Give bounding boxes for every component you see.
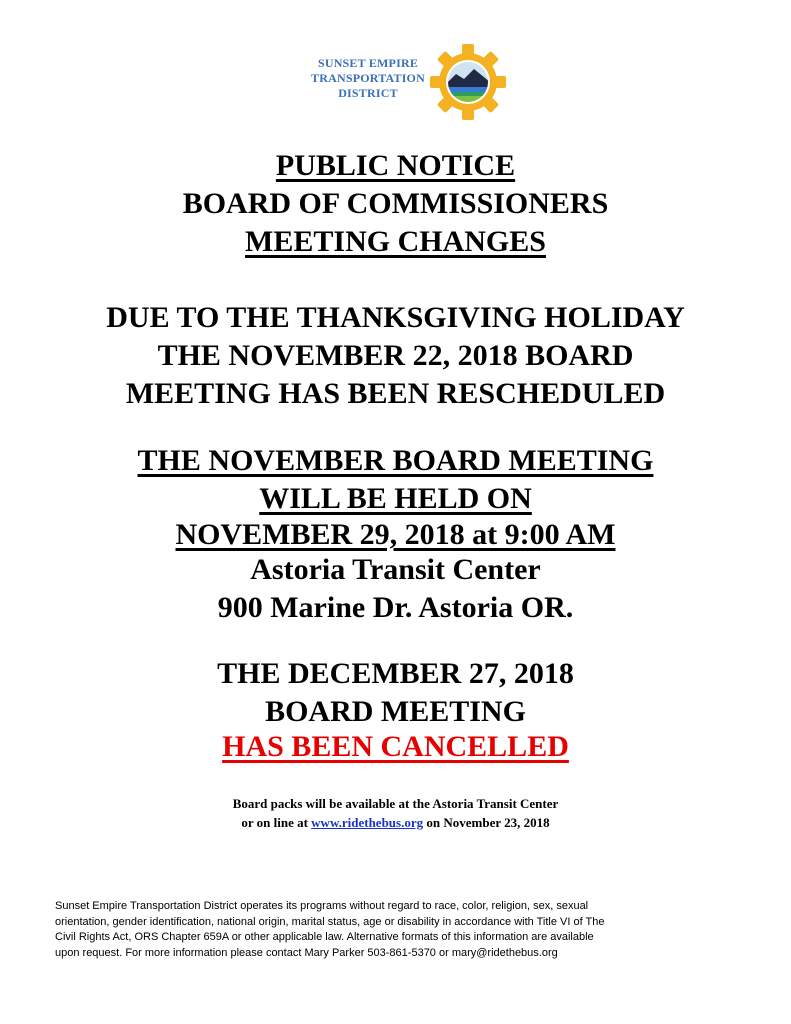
board-packs-line-1: Board packs will be available at the Astoria Transit Center: [232, 796, 559, 811]
notice-heading-changes: MEETING CHANGES: [245, 225, 546, 258]
reschedule-line-1: DUE TO THE THANKSGIVING HOLIDAY: [106, 301, 685, 334]
november-date-time: NOVEMBER 29, 2018 at 9:00 AM: [175, 518, 616, 551]
nondiscrimination-footer: [55, 899, 745, 961]
website-link[interactable]: www.ridethebus.org: [311, 815, 424, 830]
footer-line-1: Sunset Empire Transportation District operates its programs without regard to race, color, religion, sex, sexual: [55, 900, 589, 912]
gear-landscape-icon: [428, 42, 508, 122]
district-logo: [308, 42, 518, 122]
reschedule-line-2: THE NOVEMBER 22, 2018 BOARD: [157, 339, 634, 372]
reschedule-line-3: MEETING HAS BEEN RESCHEDULED: [125, 377, 666, 410]
notice-subtitle: BOARD OF COMMISSIONERS: [182, 187, 609, 220]
december-line-2: BOARD MEETING: [265, 695, 526, 728]
november-line-2: WILL BE HELD ON: [259, 482, 532, 515]
logo-line-1: SUNSET EMPIRE: [317, 56, 419, 70]
footer-line-2: orientation, gender identification, national origin, marital status, age or disability in accordance with Title VI of The: [55, 915, 605, 928]
logo-line-2: TRANSPORTATION: [311, 71, 425, 85]
cancelled-notice: HAS BEEN CANCELLED: [222, 730, 569, 763]
december-line-1: THE DECEMBER 27, 2018: [217, 657, 574, 690]
board-packs-line-2: [0, 814, 791, 831]
logo-line-3: DISTRICT: [338, 86, 398, 100]
november-line-1: THE NOVEMBER BOARD MEETING: [137, 444, 654, 477]
board-packs-suffix: on November 23, 2018: [423, 815, 550, 830]
footer-line-3: Civil Rights Act, ORS Chapter 659A or other applicable law. Alternative formats of this information are available: [55, 931, 594, 943]
logo-wordmark: [308, 56, 428, 101]
board-packs-prefix: or on line at: [241, 815, 312, 830]
meeting-location: Astoria Transit Center: [250, 553, 541, 586]
meeting-address: 900 Marine Dr. Astoria OR.: [217, 591, 574, 624]
notice-title: PUBLIC NOTICE: [275, 149, 516, 182]
footer-line-4: upon request. For more information please contact Mary Parker 503-861-5370 or mary@ridethebus.org: [55, 946, 558, 959]
